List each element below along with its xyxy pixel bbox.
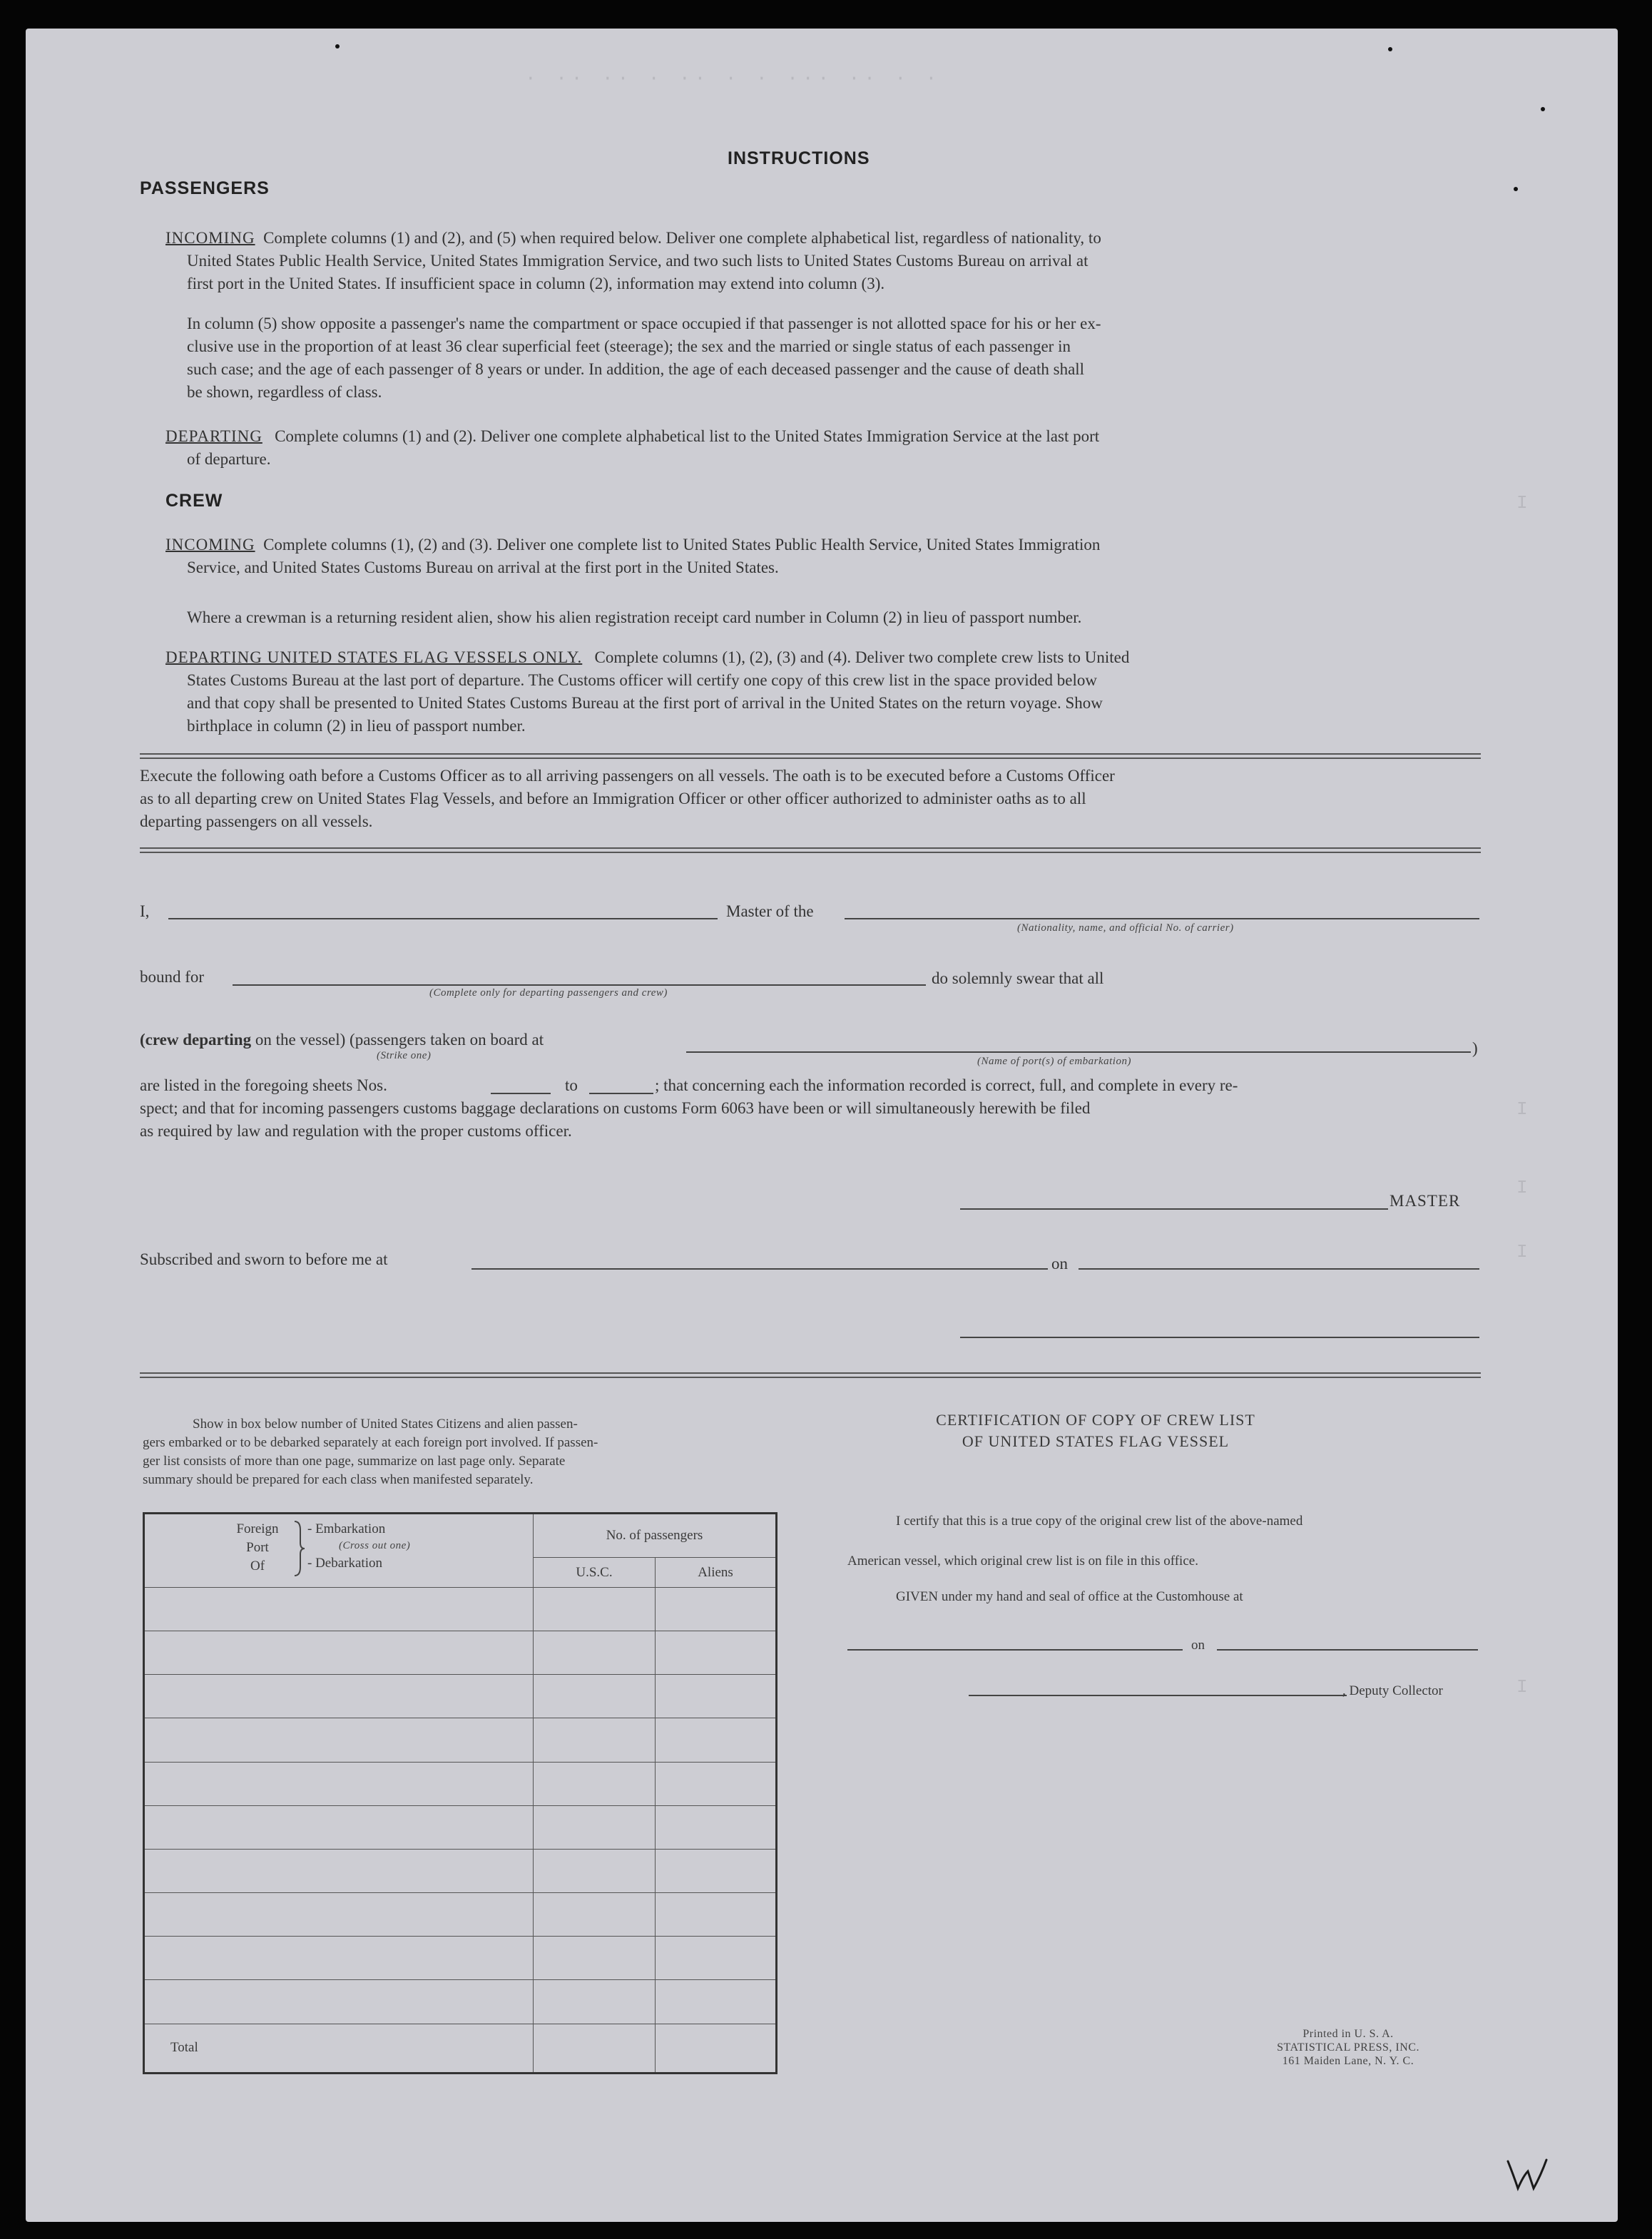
crew-incoming-text: Complete columns (1), (2) and (3). Deliver one complete list to United States Public Health Service, United States Immigration <box>263 536 1101 554</box>
port-label: Port <box>246 1540 269 1555</box>
page-title: INSTRUCTIONS <box>728 148 870 168</box>
crew-departing-text: States Customs Bureau at the last port of departure. The Customs officer will certify one copy of this crew list in the space provided below <box>187 671 1097 689</box>
on-the-vessel-text: on the vessel) <box>255 1031 346 1049</box>
of-label: Of <box>250 1559 265 1574</box>
summary-note-text: gers embarked or to be debarked separately at each foreign port involved. If passen- <box>143 1435 598 1450</box>
port-cell[interactable] <box>144 1631 534 1675</box>
sheet-to-field[interactable] <box>589 1093 653 1094</box>
bleed-through-mark: I <box>1516 1676 1528 1698</box>
port-cell[interactable] <box>144 1762 534 1805</box>
cross-out-caption: (Cross out one) <box>339 1540 411 1551</box>
passengers-incoming-label: INCOMING <box>165 229 255 247</box>
port-cell[interactable] <box>144 1849 534 1892</box>
customhouse-field[interactable] <box>847 1649 1183 1651</box>
crew-passengers-line <box>140 1029 544 1051</box>
crew-incoming-label: INCOMING <box>165 536 255 554</box>
divider <box>140 1372 1481 1374</box>
printer-line: 161 Maiden Lane, N. Y. C. <box>1282 2055 1414 2067</box>
passengers-departing-text: of departure. <box>187 450 271 468</box>
cert-date-field[interactable] <box>1217 1649 1478 1651</box>
port-cell[interactable] <box>144 1587 534 1631</box>
crew-departing-text: and that copy shall be presented to United States Customs Bureau at the first port of arrival in the United States on the return voyage. Show <box>187 694 1103 712</box>
sworn-date-field[interactable] <box>1079 1268 1479 1270</box>
aliens-cell[interactable] <box>656 1631 777 1675</box>
usc-cell[interactable] <box>534 1718 656 1762</box>
usc-cell[interactable] <box>534 1893 656 1937</box>
bound-for-caption: (Complete only for departing passengers and crew) <box>429 987 668 999</box>
passengers-departing-text: Complete columns (1) and (2). Deliver one complete alphabetical list to the United States Immigration Service at the last port <box>275 427 1100 445</box>
aliens-header: Aliens <box>656 1558 777 1588</box>
port-cell[interactable] <box>144 1718 534 1762</box>
port-cell[interactable] <box>144 1937 534 1980</box>
crew-heading: CREW <box>165 491 223 511</box>
certification-heading-line: CERTIFICATION OF COPY OF CREW LIST <box>936 1411 1255 1429</box>
listed-sheets-label: are listed in the foregoing sheets Nos. <box>140 1076 387 1094</box>
passengers-incoming-block <box>165 227 1485 295</box>
foreign-port-of-label <box>229 1520 286 1576</box>
usc-header: U.S.C. <box>534 1558 656 1588</box>
sworn-on-label: on <box>1051 1255 1068 1272</box>
aliens-total-cell[interactable] <box>656 2024 777 2073</box>
officer-signature-field[interactable] <box>960 1337 1479 1338</box>
brace-icon <box>293 1520 306 1577</box>
crew-departing-option: (crew departing <box>140 1031 252 1049</box>
deputy-collector-signature-field[interactable] <box>969 1695 1347 1696</box>
aliens-cell[interactable] <box>656 1762 777 1805</box>
crew-incoming-block <box>165 534 1485 579</box>
summary-note <box>143 1415 806 1489</box>
ports-caption: (Name of port(s) of embarkation) <box>977 1056 1131 1067</box>
printer-imprint <box>1241 2027 1455 2068</box>
passengers-departing-label: DEPARTING <box>165 427 262 445</box>
aliens-cell[interactable] <box>656 1718 777 1762</box>
cert-on-label: on <box>1191 1638 1205 1653</box>
bleed-through-mark: I <box>1516 1098 1528 1120</box>
oath-i-label: I, <box>140 902 150 920</box>
printer-line: Printed in U. S. A. <box>1302 2028 1394 2040</box>
passengers-departing-block <box>165 425 1485 471</box>
printer-line: STATISTICAL PRESS, INC. <box>1277 2041 1419 2054</box>
aliens-cell[interactable] <box>656 1849 777 1892</box>
master-signature-field[interactable] <box>960 1208 1388 1210</box>
usc-cell[interactable] <box>534 1762 656 1805</box>
passengers-incoming-text: first port in the United States. If insufficient space in column (2), information may extend into column (3). <box>187 275 885 292</box>
given-under-text: GIVEN under my hand and seal of office at the Customhouse at <box>896 1589 1243 1604</box>
summary-note-text: ger list consists of more than one page, summarize on last page only. Separate <box>143 1454 566 1469</box>
usc-total-cell[interactable] <box>534 2024 656 2073</box>
close-paren: ) <box>1472 1039 1478 1057</box>
aliens-cell[interactable] <box>656 1675 777 1718</box>
certification-heading <box>875 1409 1317 1452</box>
port-header-cell <box>144 1514 534 1588</box>
crew-departing-block <box>165 646 1485 738</box>
master-name-field[interactable] <box>168 918 718 919</box>
deputy-collector-label: , Deputy Collector <box>1342 1683 1443 1698</box>
listed-text: spect; and that for incoming passengers customs baggage declarations on customs Form 6063 have been or will simultaneously herewith be filed <box>140 1099 1091 1117</box>
column5-text: In column (5) show opposite a passenger's name the compartment or space occupied if that passenger is not allotted space for his or her ex- <box>187 315 1101 332</box>
certification-heading-line: OF UNITED STATES FLAG VESSEL <box>962 1432 1230 1450</box>
crew-departing-label: DEPARTING UNITED STATES FLAG VESSELS ONLY. <box>165 648 583 666</box>
bleed-through-mark: I <box>1516 1241 1528 1263</box>
certify-text: I certify that this is a true copy of the original crew list of the above-named <box>896 1514 1303 1529</box>
usc-cell[interactable] <box>534 1980 656 2024</box>
column5-text: such case; and the age of each passenger of 8 years or under. In addition, the age of each deceased passenger and the cause of death shall <box>187 360 1085 378</box>
usc-cell[interactable] <box>534 1631 656 1675</box>
master-label: MASTER <box>1390 1192 1461 1210</box>
passengers-incoming-text: Complete columns (1) and (2), and (5) when required below. Deliver one complete alphabetical list, regardless of nationality, to <box>263 229 1101 247</box>
subscribed-label: Subscribed and sworn to before me at <box>140 1250 388 1268</box>
port-cell[interactable] <box>144 1980 534 2024</box>
certify-text: American vessel, which original crew list is on file in this office. <box>847 1554 1198 1569</box>
carrier-caption: (Nationality, name, and official No. of carrier) <box>1017 922 1234 934</box>
no-of-passengers-header: No. of passengers <box>534 1514 777 1558</box>
bleed-through-mark: I <box>1516 492 1528 514</box>
column5-text: be shown, regardless of class. <box>187 383 382 401</box>
crew-departing-text: Complete columns (1), (2), (3) and (4). Deliver two complete crew lists to United <box>594 648 1130 666</box>
passengers-heading: PASSENGERS <box>140 178 270 198</box>
handwritten-check-mark <box>1504 2154 1554 2197</box>
crew-resident-text: Where a crewman is a returning resident alien, show his alien registration receipt card number in Column (2) in lieu of passport number. <box>187 608 1082 626</box>
foreign-label: Foreign <box>236 1521 279 1536</box>
summary-note-text: summary should be prepared for each class when manifested separately. <box>143 1472 534 1487</box>
usc-cell[interactable] <box>534 1849 656 1892</box>
divider <box>140 753 1481 755</box>
divider <box>140 1377 1481 1378</box>
sheet-from-field[interactable] <box>491 1093 551 1094</box>
sworn-at-field[interactable] <box>471 1268 1048 1270</box>
master-of-the-label: Master of the <box>726 902 814 920</box>
aliens-cell[interactable] <box>656 1893 777 1937</box>
bound-for-label: bound for <box>140 968 205 986</box>
crew-incoming-text: Service, and United States Customs Bureau on arrival at the first port in the United States. <box>187 559 779 576</box>
column5-text: clusive use in the proportion of at least 36 clear superficial feet (steerage); the sex and the married or single status of each passenger in <box>187 337 1071 355</box>
divider <box>140 852 1481 853</box>
passengers-incoming-text: United States Public Health Service, United States Immigration Service, and two such lists to United States Customs Bureau on arrival at <box>187 252 1088 270</box>
usc-cell[interactable] <box>534 1675 656 1718</box>
port-cell[interactable] <box>144 1675 534 1718</box>
listed-text: as required by law and regulation with the proper customs officer. <box>140 1122 572 1140</box>
aliens-cell[interactable] <box>656 1805 777 1849</box>
oath-intro-text: Execute the following oath before a Customs Officer as to all arriving passengers on all vessels. The oath is to be executed before a Customs Officer <box>140 767 1115 785</box>
passengers-taken-option: (passengers taken on board at <box>350 1031 544 1049</box>
strike-one-caption: (Strike one) <box>377 1050 432 1061</box>
oath-intro-text: as to all departing crew on United States Flag Vessels, and before an Immigration Officer or other officer authorized to administer oaths as to all <box>140 790 1086 807</box>
debarkation-option: - Debarkation <box>307 1556 382 1571</box>
to-label: to <box>565 1076 578 1094</box>
carrier-field[interactable] <box>845 918 1479 919</box>
divider <box>140 847 1481 849</box>
oath-intro-text: departing passengers on all vessels. <box>140 812 373 830</box>
port-cell[interactable] <box>144 1893 534 1937</box>
divider <box>140 758 1481 759</box>
listed-text-block <box>140 1097 1481 1143</box>
listed-text: ; that concerning each the information recorded is correct, full, and complete in every re- <box>655 1076 1238 1094</box>
scan-speck <box>1541 107 1545 111</box>
passenger-summary-table <box>143 1512 777 2074</box>
bound-for-field[interactable] <box>233 984 926 986</box>
summary-note-text: Show in box below number of United States Citizens and alien passen- <box>193 1417 578 1432</box>
aliens-cell[interactable] <box>656 1937 777 1980</box>
total-label: Total <box>144 2024 534 2073</box>
port-cell[interactable] <box>144 1805 534 1849</box>
column5-block <box>187 312 1485 404</box>
crew-departing-text: birthplace in column (2) in lieu of passport number. <box>187 717 526 735</box>
bleed-through-mark: I <box>1516 1177 1528 1198</box>
scan-speck <box>335 44 340 49</box>
scan-speck <box>1514 187 1518 191</box>
usc-cell[interactable] <box>534 1937 656 1980</box>
usc-cell[interactable] <box>534 1587 656 1631</box>
solemnly-swear-label: do solemnly swear that all <box>932 969 1104 987</box>
aliens-cell[interactable] <box>656 1980 777 2024</box>
embarkation-option: - Embarkation <box>307 1521 386 1536</box>
oath-intro <box>140 765 1481 833</box>
port-of-embarkation-field[interactable] <box>686 1051 1471 1053</box>
document-sheet <box>26 29 1618 2222</box>
usc-cell[interactable] <box>534 1805 656 1849</box>
aliens-cell[interactable] <box>656 1587 777 1631</box>
scan-speck <box>1388 47 1392 51</box>
bleed-through-mark: · ·· ·· · ·· · · ··· ·· · · <box>525 68 942 89</box>
